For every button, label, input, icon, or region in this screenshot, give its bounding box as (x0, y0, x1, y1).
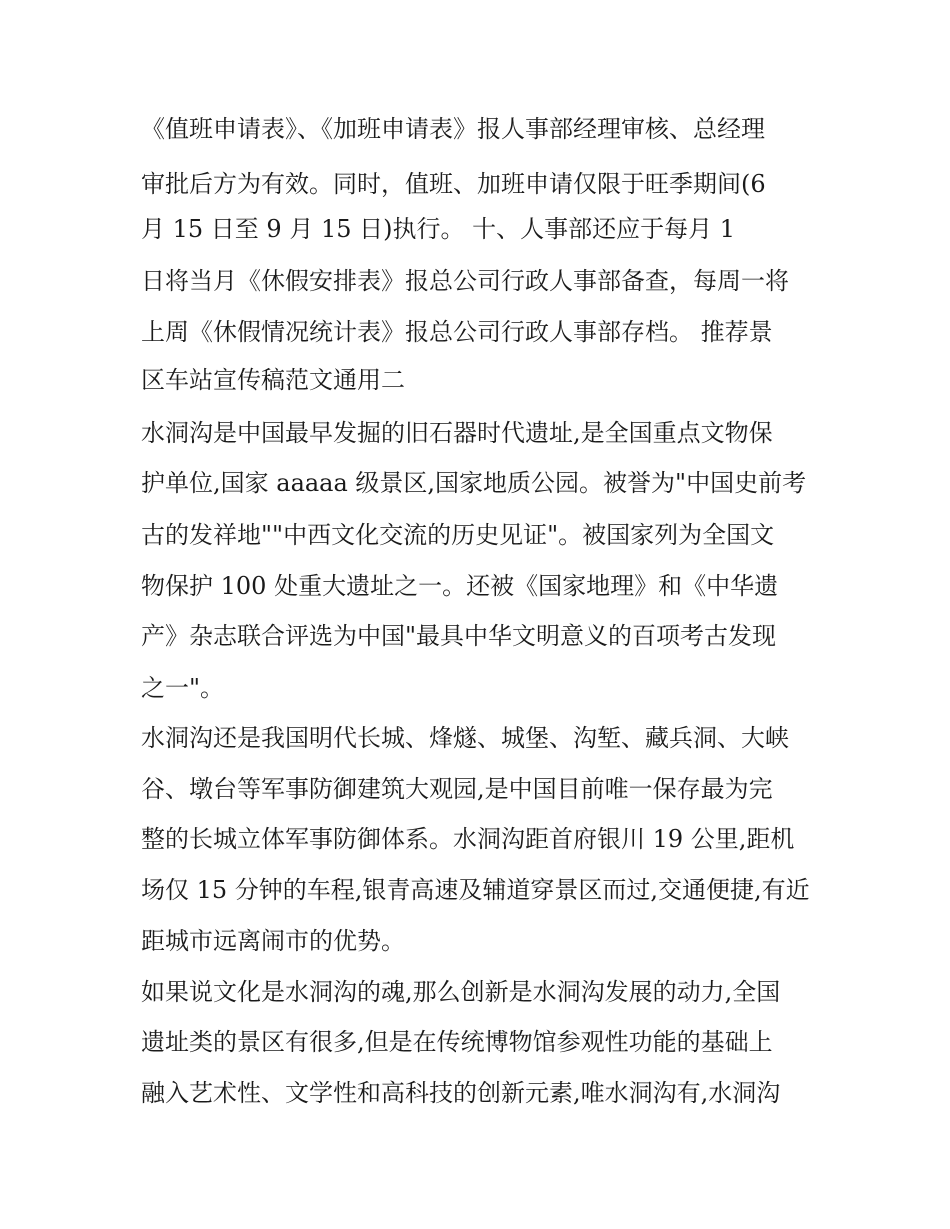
text-line: 物保护 100 处重大遗址之一。还被《国家地理》和《中华遗 (141, 572, 779, 600)
text-line: 整的长城立体军事防御体系。水洞沟距首府银川 19 公里,距机 (141, 825, 795, 853)
text-line: 距城市远离闹市的优势。 (141, 927, 405, 955)
text-line: 之一"。 (141, 674, 225, 702)
text-line: 场仅 15 分钟的车程,银青高速及辅道穿景区而过,交通便捷,有近 (141, 876, 810, 904)
text-line: 《值班申请表》、《加班申请表》报人事部经理审核、总经理 (141, 115, 765, 143)
text-line: 审批后方为有效。同时，值班、加班申请仅限于旺季期间(6 (141, 170, 766, 198)
text-line: 水洞沟是中国最早发掘的旧石器时代遗址,是全国重点文物保 (141, 419, 773, 447)
text-line: 水洞沟还是我国明代长城、烽燧、城堡、沟堑、藏兵洞、大峡 (141, 724, 789, 752)
text-line: 如果说文化是水洞沟的魂,那么创新是水洞沟发展的动力,全国 (141, 978, 781, 1006)
text-line: 护单位,国家 aaaaa 级景区,国家地质公园。被誉为"中国史前考 (141, 469, 807, 497)
text-line: 谷、墩台等军事防御建筑大观园,是中国目前唯一保存最为完 (141, 775, 773, 803)
text-line: 产》杂志联合评选为中国"最具中华文明意义的百项考古发现 (141, 622, 777, 650)
text-line: 月 15 日至 9 月 15 日)执行。 十、人事部还应于每月 1 (141, 215, 736, 243)
text-line: 日将当月《休假安排表》报总公司行政人事部备查，每周一将 (141, 267, 789, 295)
text-line: 上周《休假情况统计表》报总公司行政人事部存档。 推荐景 (141, 318, 773, 346)
text-line: 区车站宣传稿范文通用二 (141, 366, 405, 394)
text-line: 古的发祥地""中西文化交流的历史见证"。被国家列为全国文 (141, 521, 775, 549)
text-line: 融入艺术性、文学性和高科技的创新元素,唯水洞沟有,水洞沟 (141, 1079, 781, 1107)
text-line: 遗址类的景区有很多,但是在传统博物馆参观性功能的基础上 (141, 1028, 773, 1056)
